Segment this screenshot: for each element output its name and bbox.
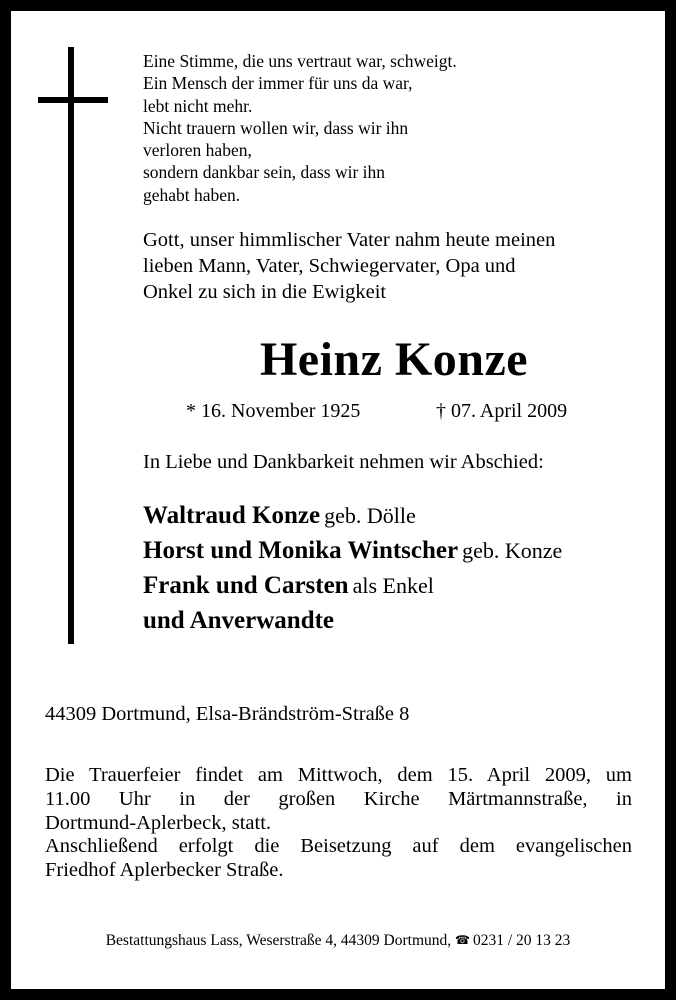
family-address: 44309 Dortmund, Elsa-Brändström-Straße 8	[45, 703, 410, 725]
poem-line: Ein Mensch der immer für uns da war,	[143, 73, 413, 94]
service-line: Dortmund-Aplerbeck, statt.	[45, 811, 272, 834]
telephone-icon: ☎	[455, 933, 470, 947]
mourner-note: als Enkel	[352, 573, 434, 598]
announcement-line: Onkel zu sich in die Ewigkeit	[143, 281, 387, 303]
mourner-name: Horst und Monika Wintscher	[143, 537, 459, 564]
funeral-home-text: Bestattungshaus Lass, Weserstraße 4, 44309 Dortmund,	[105, 932, 452, 949]
poem-line: lebt nicht mehr.	[143, 95, 253, 116]
announcement-text	[143, 227, 555, 305]
poem-line: sondern dankbar sein, dass wir ihn	[143, 162, 386, 183]
mourner-note: geb. Konze	[462, 538, 563, 563]
cross-horizontal-bar	[38, 97, 108, 103]
poem	[143, 50, 457, 206]
funeral-service-info	[45, 764, 632, 883]
mourner-note: geb. Dölle	[324, 503, 416, 528]
service-line: 11.00 Uhr in der großen Kirche Märtmannstraße, in	[45, 787, 632, 810]
deceased-name: Heinz Konze	[259, 333, 529, 386]
death-date: † 07. April 2009	[436, 400, 568, 422]
birth-date: * 16. November 1925	[186, 400, 361, 422]
poem-line: gehabt haben.	[143, 184, 241, 205]
mourner-entry	[143, 568, 562, 603]
funeral-home-phone: 0231 / 20 13 23	[472, 932, 571, 949]
announcement-line: Gott, unser himmlischer Vater nahm heute meinen	[143, 229, 556, 251]
mourner-entry	[143, 603, 562, 638]
mourner-entry	[143, 533, 562, 568]
poem-line: verloren haben,	[143, 140, 252, 161]
poem-line: Nicht trauern wollen wir, dass wir ihn	[143, 117, 409, 138]
mourner-name: Frank und Carsten	[143, 572, 349, 599]
poem-line: Eine Stimme, die uns vertraut war, schweigt.	[143, 51, 457, 71]
mourner-name: Waltraud Konze	[143, 502, 321, 529]
funeral-home-footer	[0, 932, 676, 950]
announcement-line: lieben Mann, Vater, Schwiegervater, Opa und	[143, 255, 516, 277]
mourner-entry	[143, 498, 562, 533]
farewell-line: In Liebe und Dankbarkeit nehmen wir Abschied:	[143, 451, 544, 473]
service-line: Friedhof Aplerbecker Straße.	[45, 859, 284, 882]
service-line: Die Trauerfeier findet am Mittwoch, dem 15. April 2009, um	[45, 764, 632, 786]
mourner-name: und Anverwandte	[143, 607, 335, 634]
mourners-list	[143, 498, 562, 638]
service-line: Anschließend erfolgt die Beisetzung auf dem evangelischen	[45, 835, 632, 858]
